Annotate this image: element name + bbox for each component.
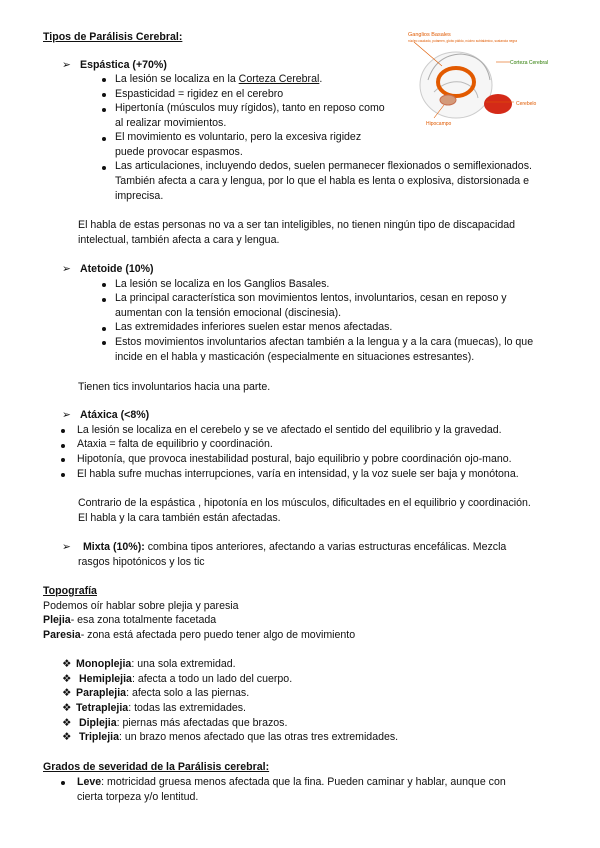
bullet-icon — [61, 458, 65, 462]
bullet-icon — [61, 473, 65, 477]
section-atetoide-heading: ➢ Atetoide (10%) — [62, 263, 154, 275]
grados-heading: Grados de severidad de la Parálisis cerebral: — [43, 761, 270, 773]
bullet-icon — [102, 78, 106, 82]
section-mixta: ➢ Mixta (10%): combina tipos anteriores, afectando a varias estructuras encefálicas. Mezcla — [62, 541, 507, 553]
topografia-intro: Podemos oír hablar sobre plejia y paresia — [43, 600, 239, 612]
bullet-icon — [102, 283, 106, 287]
list-item: ❖ Diplejia: piernas más afectadas que brazos. — [62, 717, 288, 729]
bullet-icon — [102, 137, 106, 141]
espastica-paragraph-line1: El habla de estas personas no va a ser tan inteligibles, no tienen ningún tipo de discapacidad — [78, 219, 515, 231]
atetoide-bullet-2-line1: La principal característica son movimientos lentos, involuntarios, cesan en reposo y — [115, 292, 507, 304]
topografia-heading: Topografía — [43, 585, 97, 597]
ataxica-bullet-3: Hipotonía, que provoca inestabilidad postural, bajo equilibrio y pobre coordinación ojo-mano. — [77, 453, 512, 465]
label-ganglios-sub: núcleo caudado, putamen, globo pálido, núcleo subtalámico, sustancia negra — [408, 39, 517, 43]
diamond-bullet-icon: ❖ — [62, 731, 72, 743]
espastica-bullet-3-line2: al realizar movimientos. — [115, 117, 227, 129]
bullet-icon — [102, 93, 106, 97]
grados-leve-line1: Leve: motricidad gruesa menos afectada que la fina. Pueden caminar y hablar, aunque con — [77, 776, 506, 788]
cerebellum-shape — [484, 94, 512, 114]
list-item: ❖ Triplejia: un brazo menos afectado que las otras tres extremidades. — [62, 731, 399, 743]
arrow-icon: ➢ — [62, 541, 71, 553]
espastica-paragraph-line2: intelectual, también afecta a cara y lengua. — [78, 234, 280, 246]
bullet-icon — [102, 166, 106, 170]
list-item: ❖ Paraplejia: afecta solo a las piernas. — [62, 687, 250, 699]
topografia-paresia: Paresia- zona está afectada pero puedo tener algo de movimiento — [43, 629, 356, 641]
espastica-bullet-4-line2: puede provocar espasmos. — [115, 146, 243, 158]
mixta-line2: rasgos hipotónicos y los tic — [78, 556, 205, 568]
diamond-bullet-icon: ❖ — [62, 673, 72, 685]
atetoide-bullet-3: Las extremidades inferiores suelen estar menos afectadas. — [115, 321, 393, 333]
diamond-bullet-icon: ❖ — [62, 687, 72, 699]
arrow-icon: ➢ — [62, 263, 71, 275]
label-cerebelo: Cerebelo — [516, 101, 537, 107]
diamond-bullet-icon: ❖ — [62, 658, 72, 670]
atetoide-bullet-2-line2: aumentan con la tensión emocional (discinesia). — [115, 307, 342, 319]
list-item: ❖ Hemiplejia: afecta a todo un lado del cuerpo. — [62, 673, 293, 685]
bullet-icon — [61, 444, 65, 448]
ataxica-paragraph-line2: El habla y la cara también están afectadas. — [78, 512, 281, 524]
diamond-bullet-icon: ❖ — [62, 702, 72, 714]
arrow-icon: ➢ — [62, 59, 71, 71]
page-title: Tipos de Parálisis Cerebral: — [43, 31, 183, 43]
list-item: ❖ Monoplejia: una sola extremidad. — [62, 658, 236, 670]
grados-leve-line2: cierta torpeza y/o lentitud. — [77, 791, 199, 803]
atetoide-bullet-1: La lesión se localiza en los Ganglios Basales. — [115, 278, 330, 290]
section-espastica-heading: ➢ Espástica (+70%) — [62, 59, 167, 71]
atetoide-bullet-4-line1: Estos movimientos involuntarios afectan también a la lengua y a la cara (muecas), lo que — [115, 336, 534, 348]
espastica-bullet-4-line1: El movimiento es voluntario, pero la excesiva rigidez — [115, 131, 362, 143]
bullet-icon — [102, 108, 106, 112]
bullet-icon — [61, 781, 65, 785]
brain-diagram — [406, 30, 554, 130]
topografia-plejia: Plejia- esa zona totalmente facetada — [43, 614, 217, 626]
ataxica-bullet-4: El habla sufre muchas interrupciones, varía en intensidad, y la voz suele ser baja y monótona. — [77, 468, 519, 480]
espastica-bullet-3-line1: Hipertonía (músculos muy rígidos), tanto en reposo como — [115, 102, 385, 114]
espastica-bullet-5-line3: imprecisa. — [115, 190, 164, 202]
espastica-bullet-2: Espasticidad = rigidez en el cerebro — [115, 88, 284, 100]
bullet-icon — [61, 429, 65, 433]
section-ataxica-heading: ➢ Atáxica (<8%) — [62, 409, 150, 421]
espastica-bullet-5-line1: Las articulaciones, incluyendo dedos, suelen permanecer flexionados o semiflexionados. — [115, 160, 532, 172]
ataxica-bullet-2: Ataxia = falta de equilibrio y coordinación. — [77, 438, 273, 450]
bullet-icon — [102, 327, 106, 331]
diamond-bullet-icon: ❖ — [62, 717, 72, 729]
label-corteza: Corteza Cerebral — [510, 60, 549, 66]
atetoide-paragraph: Tienen tics involuntarios hacia una parte. — [78, 381, 271, 393]
ataxica-bullet-1: La lesión se localiza en el cerebelo y se ve afectado el sentido del equilibrio y la gravedad. — [77, 424, 502, 436]
label-ganglios: Ganglios Basales — [408, 32, 451, 38]
ataxica-paragraph-line1: Contrario de la espástica , hipotonía en los músculos, dificultades en el equilibrio y coordinación. — [78, 497, 531, 509]
espastica-bullet-5-line2: También afecta a cara y lengua, por lo que el habla es lenta o explosiva, distorsionada e — [115, 175, 530, 187]
label-hipocampo: Hipocampo — [426, 121, 452, 127]
espastica-bullet-1: La lesión se localiza en la Corteza Cerebral. — [115, 73, 323, 85]
arrow-icon: ➢ — [62, 409, 71, 421]
bullet-icon — [102, 298, 106, 302]
list-item: ❖ Tetraplejia: todas las extremidades. — [62, 702, 246, 714]
hippocampus-shape — [440, 95, 456, 105]
atetoide-bullet-4-line2: incide en el habla y masticación (especialmente en situaciones estresantes). — [115, 351, 475, 363]
bullet-icon — [102, 341, 106, 345]
